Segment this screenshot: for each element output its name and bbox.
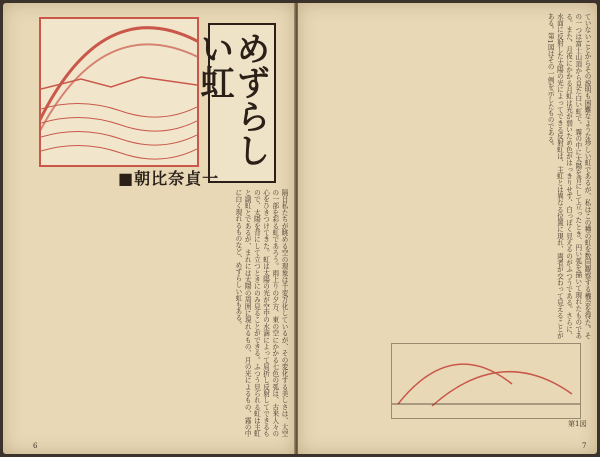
- figure-1-diagram: [391, 343, 581, 419]
- page-number-right: 7: [582, 442, 587, 450]
- left-page: [3, 3, 295, 454]
- title-banner: [194, 23, 276, 183]
- figure-caption: 第1図: [568, 420, 587, 428]
- left-body-text: 隔日私たちが眺める空の現象は千変万化しているが、その変化する美しさは、大空の一部を彩る虹であろう。雨上りの夕方、東の空にかかる七色の弧は、古来人々の心をひきつけてきた。虹は太陽の光が空中の水滴によって屈折し反射してできるもので、太陽を背にして立つときにのみ見ることができる。ふつう見られる虹は主虹と副虹とであるが、まれには太陽の周囲に現れるもの、月の光によるもの、霧の中に白く現れるものなど、めずらしい虹もある。: [233, 189, 288, 437]
- rainbow-illustration: [39, 17, 199, 167]
- author-line: ■朝比奈貞一: [118, 169, 220, 188]
- article-title: めずらしい虹: [194, 31, 270, 167]
- right-body-text: ていないことからその説明も困難なような珍しい虹であるが、私はこの種の虹を数回観察する機会を得た。その一つは富士山頂から見た白い虹で、霧の中に太陽を背にして立ったとき、円い弧を描いて現れたものである。また、月夜にかかる月虹は光が弱いため色がはっきりせず、白っぽく見えるのがふつうである。さらに、水面に反射した太陽の光によってできる反射虹は、主虹とは異なる位置に現れ、両者が交わって見えることがある。第1図はその一例を示したものである。: [546, 13, 591, 339]
- page-number-left: 6: [33, 442, 38, 450]
- right-page: [298, 3, 597, 454]
